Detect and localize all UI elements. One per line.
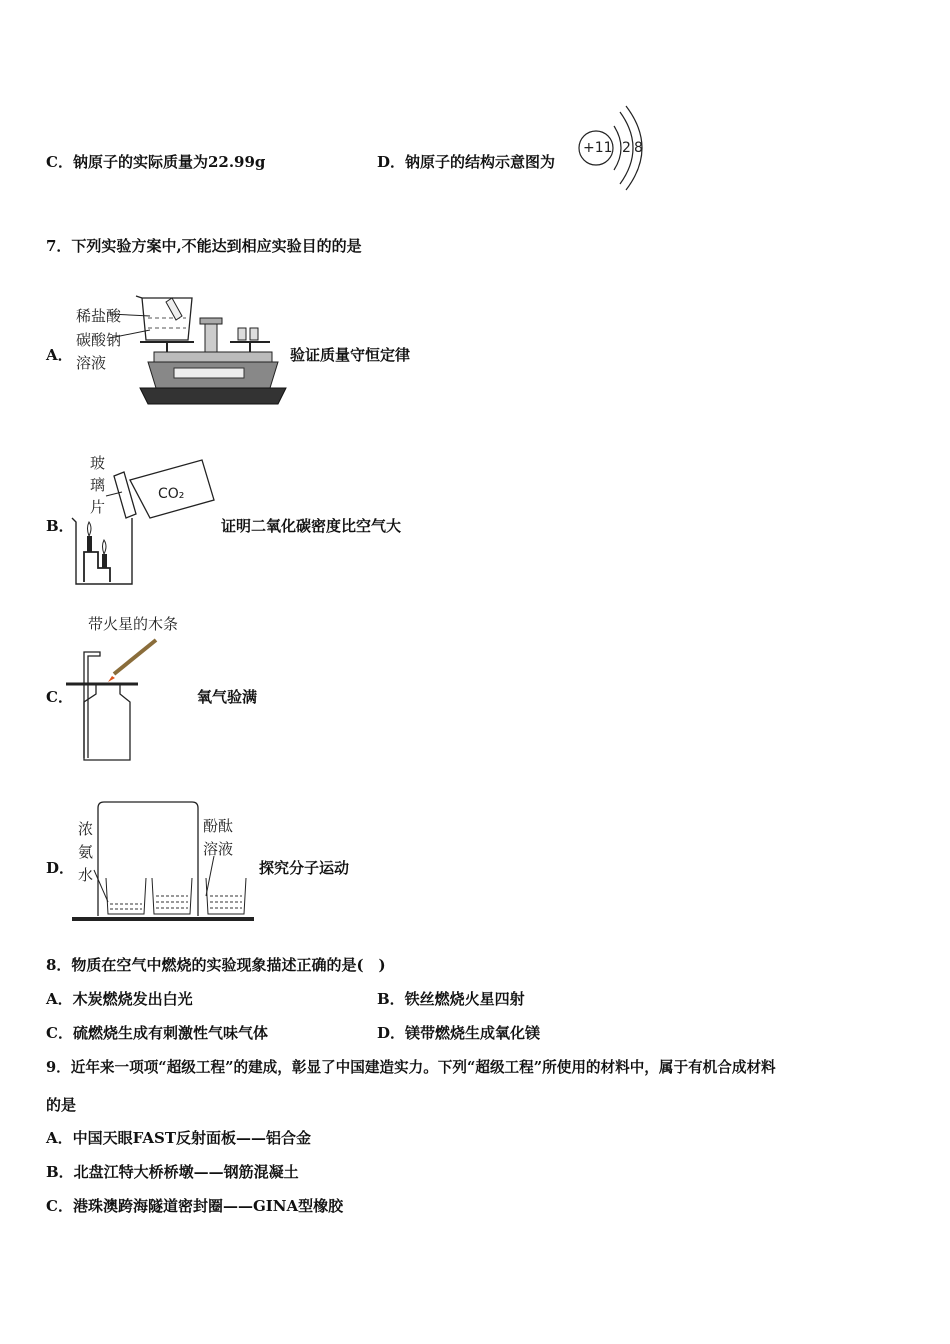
q9-option-c: C．港珠澳跨海隧道密封圈——GINA型橡胶 xyxy=(46,1197,344,1215)
label-ammonia-1: 浓 xyxy=(78,820,94,838)
label-solution: 溶液 xyxy=(76,354,107,372)
q8-option-a: A．木炭燃烧发出白光 xyxy=(46,990,193,1008)
q7-option-c-purpose: 氧气验满 xyxy=(197,688,258,706)
q7-option-b-purpose: 证明二氧化碳密度比空气大 xyxy=(221,517,402,535)
q8-option-d: D．镁带燃烧生成氧化镁 xyxy=(377,1024,541,1042)
q6-option-c: C．钠原子的实际质量为22.99g xyxy=(46,153,266,171)
q9-option-a: A．中国天眼FAST反射面板——铝合金 xyxy=(46,1129,312,1147)
atom-nucleus-label: +11 xyxy=(583,140,613,156)
atom-shell1-label: 2 xyxy=(622,140,631,156)
label-sodium-carbonate: 碳酸钠 xyxy=(76,331,122,349)
atom-shell2-label: 8 xyxy=(634,140,643,156)
label-ammonia-2: 氨 xyxy=(78,843,94,861)
q7-option-b-letter: B． xyxy=(46,517,74,535)
label-glowing-splint: 带火星的木条 xyxy=(88,615,179,633)
label-co2: CO₂ xyxy=(158,486,185,502)
q9-stem-line2: 的是 xyxy=(46,1096,77,1114)
q8-option-c: C．硫燃烧生成有刺激性气味气体 xyxy=(46,1024,268,1042)
q8-option-b: B．铁丝燃烧火星四射 xyxy=(377,990,525,1008)
label-phenolphthalein-1: 酚酞 xyxy=(203,817,234,835)
q7-option-c-letter: C． xyxy=(46,688,73,706)
q6-option-d: D．钠原子的结构示意图为 xyxy=(377,153,556,171)
label-ammonia-3: 水 xyxy=(78,866,94,884)
oxygen-bottle-diagram xyxy=(66,636,166,764)
q7-option-d-purpose: 探究分子运动 xyxy=(259,859,350,877)
balance-diagram xyxy=(120,292,290,410)
label-dilute-hcl: 稀盐酸 xyxy=(76,307,122,325)
q9-stem-line1: 9．近年来一项项“超级工程”的建成，彰显了中国建造实力。下列“超级工程”所使用的材料中，属于有机合成材料 xyxy=(46,1059,776,1076)
co2-pouring-diagram xyxy=(70,456,220,588)
label-glass-3: 片 xyxy=(90,498,106,516)
label-glass-1: 玻 xyxy=(90,454,106,472)
q7-option-a-purpose: 验证质量守恒定律 xyxy=(290,346,411,364)
q7-option-d-letter: D． xyxy=(46,859,75,877)
q7-stem: 7．下列实验方案中,不能达到相应实验目的的是 xyxy=(46,237,362,255)
label-glass-2: 璃 xyxy=(90,476,106,494)
q8-stem: 8．物质在空气中燃烧的实验现象描述正确的是( ) xyxy=(46,956,386,974)
q9-option-b: B．北盘江特大桥桥墩——钢筋混凝土 xyxy=(46,1163,299,1181)
label-phenolphthalein-2: 溶液 xyxy=(203,840,234,858)
q7-option-a-letter: A． xyxy=(46,346,73,364)
molecular-motion-diagram xyxy=(72,798,256,926)
